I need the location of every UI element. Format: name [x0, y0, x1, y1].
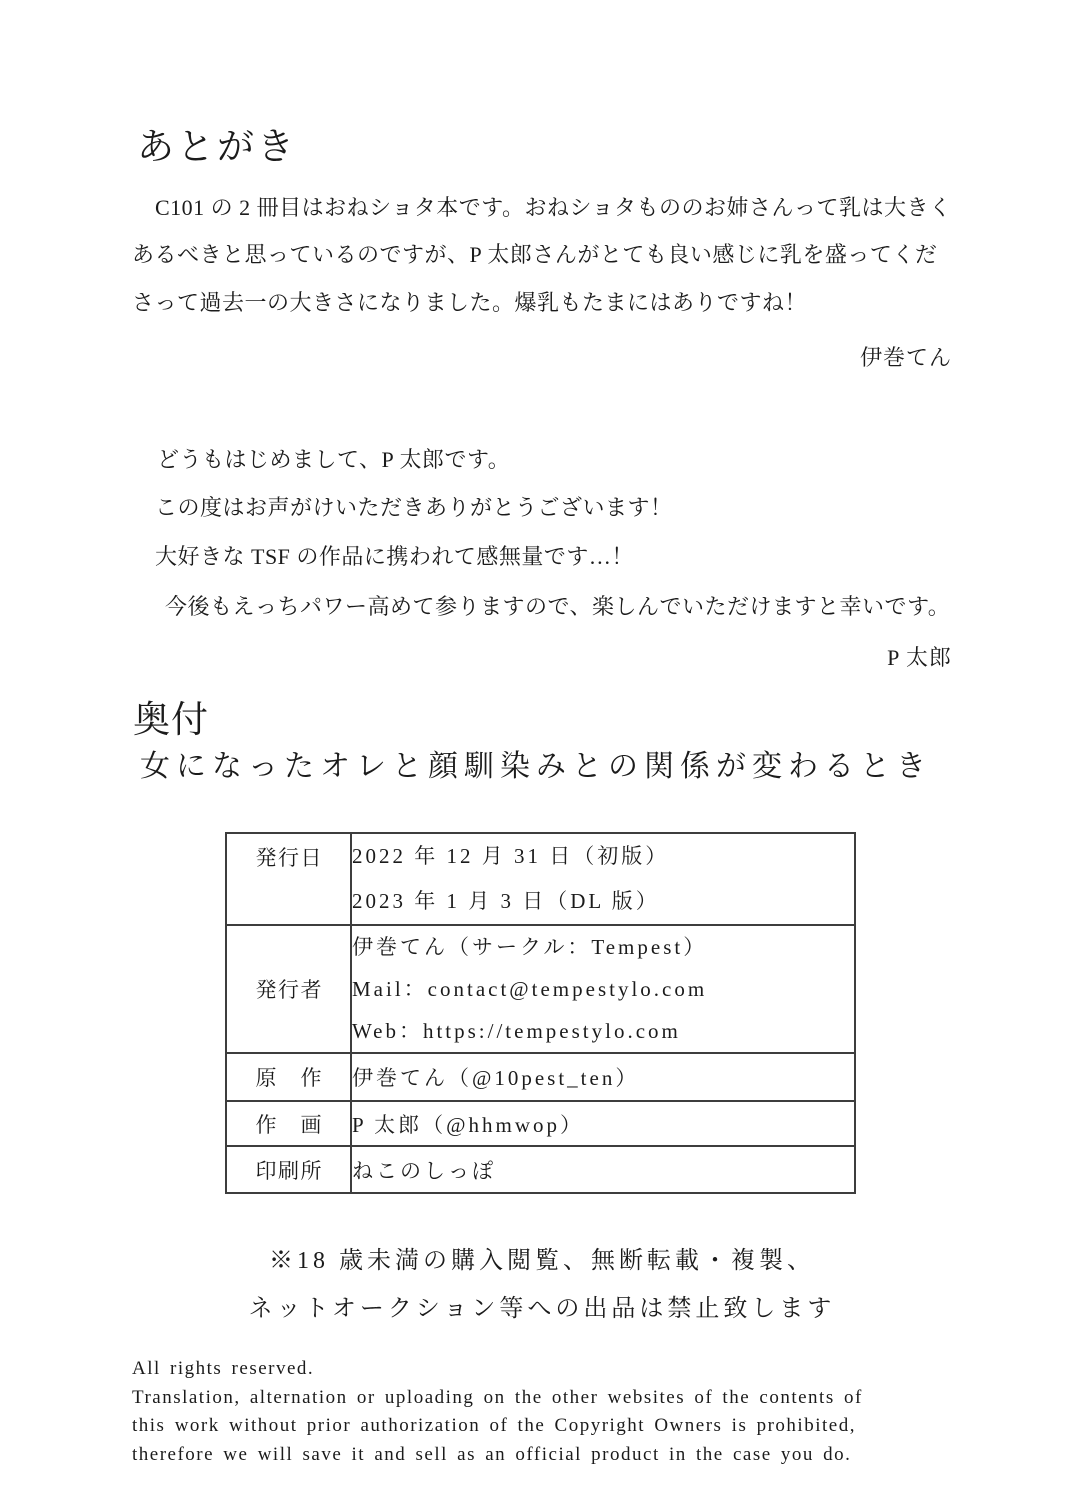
afterword-heading: あとがき: [137, 127, 297, 168]
colophon-table: [225, 832, 856, 1194]
age-restriction-notice-line: ※18 歳未満の購入閲覧、無断転載・複製、: [269, 1248, 815, 1274]
row-label: 発行者: [255, 978, 322, 1002]
colophon-heading: 奥付: [133, 700, 209, 741]
guest-comment-line: この度はお声がけいただきありがとうございます！: [155, 495, 673, 520]
guest-comment-line: 今後もえっちパワー高めて参りますので、楽しんでいただけますと幸いです。: [165, 594, 951, 619]
row-label: 原作: [255, 1066, 322, 1090]
row-value-line: 伊巻てん（@10pest_ten）: [352, 1066, 640, 1090]
age-restriction-notice-line: ネットオークション等への出品は禁止致します: [248, 1296, 836, 1322]
row-label: 発行日: [255, 846, 322, 870]
row-value-line: 伊巻てん（サークル：Tempest）: [352, 935, 708, 959]
table-row-publisher: [226, 925, 855, 1053]
row-value-line: P 太郎（@hhmwop）: [352, 1112, 584, 1137]
guest-comment-line: 大好きな TSF の作品に携われて感無量です…！: [155, 544, 634, 569]
row-label: 作画: [255, 1112, 322, 1137]
row-value-line: 2022 年 12 月 31 日（初版）: [352, 844, 670, 868]
book-title: 女になったオレと顔馴染みとの関係が変わるとき: [140, 750, 932, 783]
afterword-paragraph-line: あるべきと思っているのですが、P 太郎さんがとても良い感じに乳を盛ってくだ: [132, 242, 938, 267]
rights-line: All rights reserved.: [132, 1358, 315, 1379]
rights-line: this work without prior authorization of the Copyright Owners is prohibited,: [132, 1415, 856, 1436]
table-row-original-work: [226, 1053, 855, 1101]
row-label: 印刷所: [255, 1158, 322, 1183]
afterword-paragraph-line: C101 の 2 冊目はおねショタ本です。おねショタもののお姉さんって乳は大きく: [155, 195, 952, 220]
table-row-printer: [226, 1146, 855, 1193]
row-value-line: Web：https://tempestylo.com: [352, 1019, 681, 1043]
table-row-publish-date: [226, 833, 855, 925]
table-row-illustration: [226, 1101, 855, 1146]
afterword-paragraph-line: さって過去一の大きさになりました。爆乳もたまにはありですね！: [132, 290, 808, 315]
guest-comment-line: どうもはじめまして、P 太郎です。: [157, 447, 511, 472]
row-value-line: 2023 年 1 月 3 日（DL 版）: [352, 889, 660, 913]
signature-imaki-ten: 伊巻てん: [859, 345, 952, 370]
row-value-line: Mail：contact@tempestylo.com: [352, 977, 708, 1001]
signature-p-taro: P 太郎: [887, 645, 952, 670]
row-value-line: ねこのしっぽ: [352, 1158, 496, 1183]
rights-statement: [132, 1355, 863, 1469]
rights-line: therefore we will save it and sell as an official product in the case you do.: [132, 1443, 852, 1465]
rights-line: Translation, alternation or uploading on the other websites of the contents of: [132, 1386, 863, 1408]
